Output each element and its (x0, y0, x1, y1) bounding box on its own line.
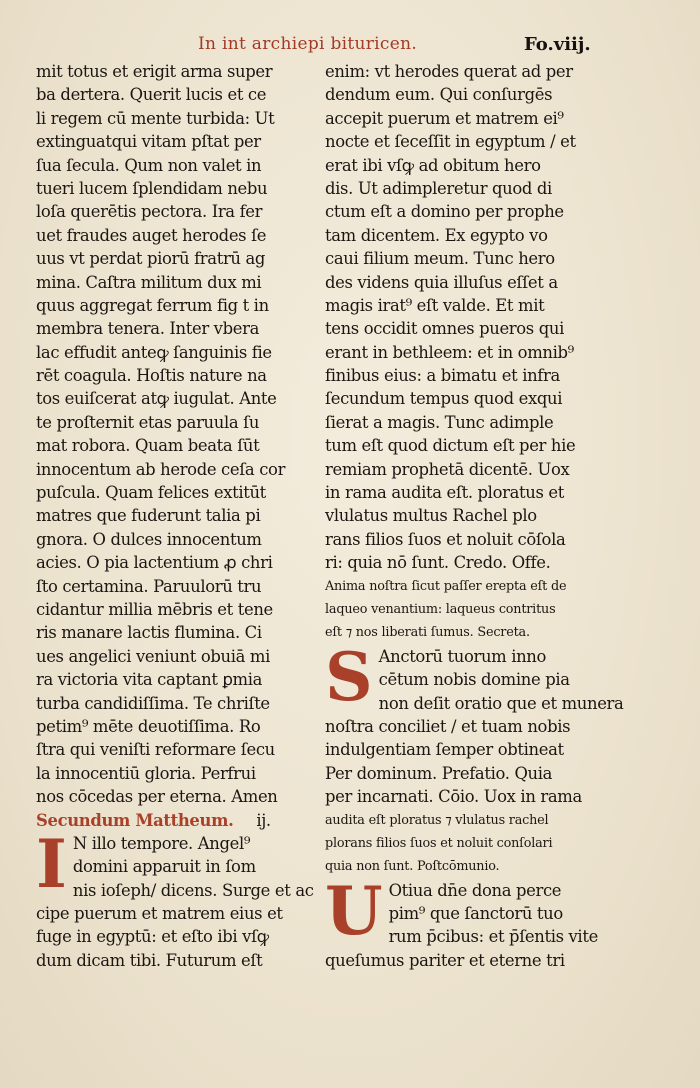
text-line: pim⁹ que ſanctorū tuo (388, 904, 563, 924)
drop-initial-u: U (325, 871, 383, 950)
right-text-block (325, 60, 597, 575)
text-line: la innocentiū gloria. Perfrui (36, 763, 256, 783)
text-line: uet fraudes auget herodes ſe (36, 225, 267, 245)
gospel-text (36, 824, 314, 972)
text-line: ri: quia nō ſunt. Credo. Offe. (325, 553, 551, 573)
text-line: enim: vt herodes querat ad per (325, 62, 573, 81)
offertory-text (325, 575, 597, 645)
text-line: nocte et ſeceſſit in egyptum / et (325, 132, 576, 152)
text-line: eſt ⁊ nos liberati ſumus. Secreta. (325, 625, 530, 641)
text-line: non deſit oratio que et munera (378, 693, 624, 713)
text-line: ues angelici veniunt obuiā mi (36, 646, 270, 666)
text-line: turba candidiſſima. Te chriſte (36, 693, 270, 713)
text-line: li regem cū mente turbida: Ut (36, 108, 275, 128)
text-line: Otiua dn̄e dona perce (388, 880, 562, 900)
text-line: Anima noſtra ſicut paſſer erepta eſt de (325, 578, 567, 594)
text-line: ſto certamina. Paruulorū tru (36, 576, 262, 596)
text-line: ba dertera. Querit lucis et ce (36, 85, 267, 105)
text-line: laqueo venantium: laqueus contritus (325, 601, 556, 617)
text-line: tueri lucem ſplendidam nebu (36, 178, 268, 198)
text-line: quus aggregat ferrum fig t in (36, 295, 269, 315)
text-line: N illo tempore. Angel⁹ (72, 833, 251, 853)
chapter-ref: ij. (256, 810, 271, 830)
text-line: remiam prophetā dicentē. Uox (325, 459, 570, 479)
text-line: tum eſt quod dictum eſt per hie (325, 436, 576, 456)
text-line: innocentum ab herode ceſa cor (36, 459, 286, 479)
running-title: In int archiepi bituricen. (198, 34, 418, 54)
text-line: erant in bethleem: et in omnib⁹ (325, 342, 574, 362)
text-line: ſtra qui veniſti reformare ſecu (36, 740, 275, 760)
text-line: domini apparuit in ſom (72, 857, 256, 877)
left-text-block (36, 60, 308, 809)
text-line: lac effudit anteꝙ ſanguinis fie (36, 342, 272, 362)
text-line: queſumus pariter et eterne tri (325, 950, 565, 970)
text-line: audita eſt ploratus ⁊ vlulatus rachel (325, 812, 549, 828)
text-line: cipe puerum et matrem eius et (36, 904, 283, 924)
text-line: uus vt perdat piorū fratrū ag (36, 249, 266, 269)
rubric-heading: Secundum Mattheum. (36, 810, 234, 830)
text-line: in rama audita eſt. ploratus et (325, 483, 564, 503)
text-line: dum dicam tibi. Futurum eſt (36, 950, 263, 970)
text-line: dis. Ut adimpleretur quod di (325, 178, 552, 198)
text-line: dendum eum. Qui conſurgēs (325, 85, 553, 105)
text-line: noſtra conciliet / et tuam nobis (325, 716, 571, 736)
gospel-heading (36, 809, 308, 832)
text-line: tens occidit omnes pueros qui (325, 319, 564, 339)
text-line: ra victoria vita captant ꝑmia (36, 670, 263, 690)
text-line: Anctorū tuorum inno (378, 646, 547, 666)
right-column (325, 60, 624, 972)
communion-text (325, 809, 597, 879)
text-line: tos euiſcerat atꝙ iugulat. Ante (36, 389, 277, 409)
text-line: cidantur millia mēbris et tene (36, 599, 273, 619)
left-column (36, 60, 314, 972)
text-line: loſa querētis pectora. Ira fer (36, 202, 263, 222)
text-line: per incarnati. Cōio. Uox in rama (325, 787, 582, 807)
text-line: ris manare lactis flumina. Ci (36, 623, 262, 643)
text-line: quia non ſunt. Poſtcōmunio. (325, 859, 500, 875)
text-line: ſierat a magis. Tunc adimple (325, 412, 554, 432)
text-line: des videns quia illuſus eſſet a (325, 272, 558, 292)
text-line: mat robora. Quam beata ſūt (36, 436, 260, 456)
text-line: matres que fuderunt talia pi (36, 506, 261, 526)
text-line: rans filios ſuos et noluit cōſola (325, 529, 566, 549)
text-line: indulgentiam ſemper obtineat (325, 740, 564, 760)
text-line: nis ioſeph/ dicens. Surge et ac (72, 880, 314, 900)
text-line: acies. O pia lactentium ꝓ chri (36, 553, 273, 573)
text-line: mit totus et erigit arma super (36, 62, 273, 81)
text-line: ctum eſt a domino per prophe (325, 202, 564, 222)
text-line: petim⁹ mēte deuotiſſima. Ro (36, 716, 261, 736)
secret-block (325, 637, 624, 809)
gospel-block (36, 824, 314, 972)
text-line: finibus eius: a bimatu et infra (325, 366, 560, 386)
text-line: ſecundum tempus quod exqui (325, 389, 563, 409)
text-line: Per dominum. Prefatio. Quia (325, 763, 553, 783)
drop-initial-i: I (36, 824, 67, 903)
text-line: rum p̄cibus: et p̄ſentis vite (388, 927, 598, 947)
text-line: membra tenera. Inter vbera (36, 319, 259, 339)
text-line: cētum nobis domine pia (378, 670, 570, 690)
text-line: vlulatus multus Rachel plo (325, 506, 537, 526)
text-line: plorans filios ſuos et noluit conſolari (325, 835, 553, 851)
text-line: nos cōcedas per eterna. Amen (36, 787, 278, 807)
drop-initial-s: S (325, 637, 373, 716)
text-line: gnora. O dulces innocentum (36, 529, 262, 549)
text-line: magis irat⁹ eſt valde. Et mit (325, 295, 545, 315)
text-line: erat ibi vſꝙ ad obitum hero (325, 155, 541, 175)
text-line: rēt coagula. Hoſtis nature na (36, 366, 267, 386)
text-line: accepit puerum et matrem ei⁹ (325, 108, 564, 128)
text-line: ſua ſecula. Qum non valet in (36, 155, 262, 175)
text-line: mina. Caſtra militum dux mi (36, 272, 262, 292)
text-line: extinguatqui vitam pſtat per (36, 132, 261, 152)
text-line: tam dicentem. Ex egypto vo (325, 225, 548, 245)
text-line: fuge in egyptū: et eſto ibi vſꝙ (36, 927, 269, 947)
folio-number: Fo.viij. (524, 34, 591, 55)
text-line: puſcula. Quam felices extitūt (36, 483, 266, 503)
postcommunion-block (325, 871, 598, 973)
text-line: caui filium meum. Tunc hero (325, 249, 555, 269)
text-line: te proſternit etas paruula ſu (36, 412, 260, 432)
